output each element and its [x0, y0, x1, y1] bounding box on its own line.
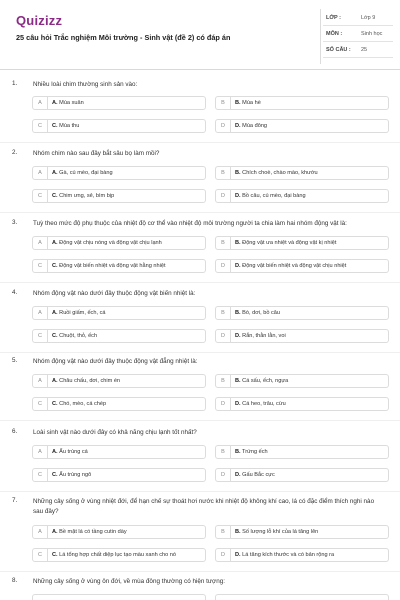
option-text [52, 529, 127, 536]
question-text: Nhóm động vật nào dưới đây thuộc động vật biến nhiệt là: [33, 290, 196, 297]
option-label: A. [52, 310, 58, 316]
option-value: Chó, mèo, cá chép [59, 401, 107, 407]
question-number: 3. [12, 219, 18, 226]
option-label: A. [52, 529, 58, 535]
option-text [235, 552, 334, 559]
option-text [235, 401, 286, 408]
option-label: D. [235, 401, 241, 407]
option-text [235, 123, 267, 130]
option-7a[interactable] [32, 525, 206, 539]
meta-grade-key: LỚP : [326, 15, 341, 21]
option-letter: B [221, 170, 225, 176]
option-text [235, 472, 275, 479]
option-text [235, 333, 286, 340]
option-letter: D [221, 193, 225, 199]
option-value: Rắn, thằn lằn, voi [242, 333, 286, 339]
question-divider [0, 491, 400, 492]
meta-grade [323, 11, 393, 26]
option-2d[interactable] [215, 189, 389, 203]
option-separator [47, 549, 48, 561]
option-value: Động vật biến nhiệt và động vật hằng nhiệt [59, 263, 166, 269]
option-letter: D [221, 401, 225, 407]
option-value: Bò, dơi, bồ câu [242, 310, 281, 316]
option-3b[interactable] [215, 236, 389, 250]
option-7c[interactable] [32, 548, 206, 562]
option-7b[interactable] [215, 525, 389, 539]
option-8b-cropped[interactable] [215, 594, 389, 600]
option-3d[interactable] [215, 259, 389, 273]
option-6d[interactable] [215, 468, 389, 482]
question-text: Nhóm động vật nào dưới đây thuộc động vật đẳng nhiệt là: [33, 358, 198, 365]
option-label: A. [52, 240, 58, 246]
option-letter: B [221, 310, 225, 316]
option-1b[interactable] [215, 96, 389, 110]
option-2b[interactable] [215, 166, 389, 180]
question-number: 4. [12, 289, 18, 296]
option-value: Ấu trùng ngô [59, 472, 92, 478]
option-value: Cá heo, trâu, cừu [242, 401, 286, 407]
option-text [52, 333, 97, 340]
question-number: 8. [12, 577, 18, 584]
option-separator [230, 469, 231, 481]
option-separator [47, 190, 48, 202]
option-separator [230, 97, 231, 109]
question-text: Những cây sống ở vùng nhiệt đới, để hạn chế sự thoát hơi nước khi nhiệt độ không khí cao, lá có đặc điểm thích nghi nào sau đây? [33, 498, 375, 515]
option-2c[interactable] [32, 189, 206, 203]
header-divider [320, 9, 321, 64]
option-value: Động vật ưa nhiệt và động vật kị nhiệt [242, 240, 337, 246]
option-label: B. [235, 240, 241, 246]
option-text [235, 378, 288, 385]
option-8a-cropped[interactable] [32, 594, 206, 600]
option-text [235, 240, 336, 247]
option-text [52, 170, 113, 177]
option-letter: A [38, 449, 42, 455]
option-value: Chim ưng, sẻ, bìm bịp [59, 193, 115, 199]
option-letter: B [221, 378, 225, 384]
option-3a[interactable] [32, 236, 206, 250]
option-label: D. [235, 123, 241, 129]
option-separator [230, 446, 231, 458]
meta-subject [323, 27, 393, 42]
option-letter: D [221, 552, 225, 558]
option-value: Cá sấu, ếch, ngựa [242, 378, 289, 384]
option-letter: C [38, 401, 42, 407]
meta-count-key: SỐ CÂU : [326, 47, 351, 53]
option-value: Ấu trùng cá [59, 449, 88, 455]
option-label: B. [235, 449, 241, 455]
option-2a[interactable] [32, 166, 206, 180]
option-value: Mùa hè [242, 100, 261, 106]
option-1a[interactable] [32, 96, 206, 110]
option-label: C. [52, 401, 58, 407]
option-text [52, 449, 88, 456]
option-text [52, 100, 84, 107]
option-separator [230, 526, 231, 538]
option-separator [230, 549, 231, 561]
option-letter: A [38, 170, 42, 176]
option-value: Số lượng lỗ khí của lá tăng lên [242, 529, 319, 535]
option-label: D. [235, 333, 241, 339]
question-number: 7. [12, 497, 18, 504]
option-5b[interactable] [215, 374, 389, 388]
question-divider [0, 212, 400, 213]
page-title: 25 câu hỏi Trắc nghiệm Môi trường - Sinh vật (đề 2) có đáp án [16, 33, 231, 42]
option-separator [47, 526, 48, 538]
option-4b[interactable] [215, 306, 389, 320]
option-separator [230, 190, 231, 202]
option-separator [230, 375, 231, 387]
question-number: 1. [12, 80, 18, 87]
option-value: Động vật chịu nóng và động vật chịu lạnh [59, 240, 162, 246]
option-letter: B [221, 240, 225, 246]
option-text [235, 263, 346, 270]
option-text [52, 378, 120, 385]
option-value: Mùa thu [59, 123, 80, 129]
option-separator [230, 260, 231, 272]
option-separator [47, 469, 48, 481]
option-6b[interactable] [215, 445, 389, 459]
option-letter: C [38, 472, 42, 478]
option-value: Lá tổng hợp chất diệp lục tạo màu xanh cho nó [59, 552, 177, 558]
meta-subject-key: MÔN : [326, 31, 343, 37]
option-letter: D [221, 263, 225, 269]
option-separator [230, 120, 231, 132]
option-letter: C [38, 193, 42, 199]
option-letter: C [38, 333, 42, 339]
option-label: D. [235, 552, 241, 558]
question-divider [0, 282, 400, 283]
option-label: A. [52, 378, 58, 384]
option-separator [47, 120, 48, 132]
option-value: Mùa đông [242, 123, 268, 129]
option-separator [47, 330, 48, 342]
quizizz-logo: Quizizz [16, 13, 63, 28]
option-text [52, 123, 79, 130]
option-text [52, 193, 114, 200]
option-letter: D [221, 123, 225, 129]
worksheet-header [0, 0, 400, 70]
option-label: A. [52, 449, 58, 455]
option-7d[interactable] [215, 548, 389, 562]
option-letter: A [38, 378, 42, 384]
option-value: Bề mặt lá có tầng cutin dày [59, 529, 127, 535]
option-separator [230, 237, 231, 249]
option-6a[interactable] [32, 445, 206, 459]
option-letter: A [38, 529, 42, 535]
question-text: Loài sinh vật nào dưới đây có khả năng chịu lạnh tốt nhất? [33, 429, 197, 436]
option-letter: B [221, 529, 225, 535]
option-separator [230, 307, 231, 319]
option-separator [47, 398, 48, 410]
option-separator [230, 330, 231, 342]
option-value: Động vật biến nhiệt và động vật chịu nhiệt [242, 263, 347, 269]
option-letter: D [221, 472, 225, 478]
question-number: 2. [12, 149, 18, 156]
option-value: Ruồi giấm, ếch, cá [59, 310, 106, 316]
option-label: B. [235, 378, 241, 384]
option-separator [47, 237, 48, 249]
option-text [235, 449, 268, 456]
option-text [235, 100, 261, 107]
meta-subject-value: Sinh học [361, 31, 383, 37]
option-text [52, 263, 166, 270]
option-label: A. [52, 100, 58, 106]
option-text [235, 310, 280, 317]
option-separator [230, 398, 231, 410]
option-3c[interactable] [32, 259, 206, 273]
option-value: Bồ câu, cú mèo, đại bàng [242, 193, 306, 199]
option-5d[interactable] [215, 397, 389, 411]
option-label: B. [235, 100, 241, 106]
option-text [52, 401, 106, 408]
option-label: C. [52, 552, 58, 558]
option-6c[interactable] [32, 468, 206, 482]
question-number: 5. [12, 357, 18, 364]
question-text: Những cây sống ở vùng ôn đới, về mùa đông thường có hiện tượng: [33, 578, 225, 585]
option-value: Lá tăng kích thước và có bản rộng ra [242, 552, 335, 558]
option-separator [47, 446, 48, 458]
option-text [52, 552, 176, 559]
option-value: Châu chấu, dơi, chim én [59, 378, 121, 384]
option-4d[interactable] [215, 329, 389, 343]
meta-count [323, 43, 393, 58]
option-label: D. [235, 472, 241, 478]
option-value: Gà, cú mèo, đại bàng [59, 170, 113, 176]
option-1d[interactable] [215, 119, 389, 133]
option-text [52, 310, 105, 317]
option-5a[interactable] [32, 374, 206, 388]
option-label: C. [52, 333, 58, 339]
question-text: Nhóm chim nào sau đây bắt sâu bọ làm mồi? [33, 150, 160, 157]
option-letter: C [38, 123, 42, 129]
question-divider [0, 352, 400, 353]
option-value: Mùa xuân [59, 100, 84, 106]
option-separator [230, 167, 231, 179]
question-text: Tuỳ theo mức độ phụ thuộc của nhiệt độ cơ thể vào nhiệt độ môi trường người ta chia làm hai nhóm động vật là: [33, 220, 347, 227]
option-text [235, 193, 306, 200]
option-4a[interactable] [32, 306, 206, 320]
option-label: D. [235, 263, 241, 269]
option-letter: A [38, 100, 42, 106]
option-label: B. [235, 310, 241, 316]
option-separator [47, 97, 48, 109]
option-1c[interactable] [32, 119, 206, 133]
option-text [52, 472, 91, 479]
option-separator [47, 167, 48, 179]
option-label: B. [235, 529, 241, 535]
option-value: Gấu Bắc cực [242, 472, 275, 478]
option-letter: A [38, 310, 42, 316]
option-letter: D [221, 333, 225, 339]
option-value: Chuột, thỏ, ếch [59, 333, 98, 339]
question-divider [0, 142, 400, 143]
option-separator [47, 260, 48, 272]
option-text [235, 170, 318, 177]
option-label: C. [52, 472, 58, 478]
option-letter: B [221, 100, 225, 106]
option-value: Trứng ếch [242, 449, 268, 455]
option-letter: B [221, 449, 225, 455]
question-divider [0, 420, 400, 421]
option-separator [47, 307, 48, 319]
option-label: C. [52, 193, 58, 199]
option-text [52, 240, 162, 247]
option-letter: C [38, 552, 42, 558]
meta-count-value: 25 [361, 47, 368, 53]
option-label: B. [235, 170, 241, 176]
option-4c[interactable] [32, 329, 206, 343]
meta-grade-value: Lớp 9 [361, 15, 376, 21]
option-label: D. [235, 193, 241, 199]
question-text: Nhiều loài chim thường sinh sản vào: [33, 81, 138, 88]
option-text [235, 529, 318, 536]
option-value: Chích choè, chào mào, khướu [242, 170, 318, 176]
option-5c[interactable] [32, 397, 206, 411]
option-label: C. [52, 123, 58, 129]
question-divider [0, 571, 400, 572]
option-letter: A [38, 240, 42, 246]
option-separator [47, 375, 48, 387]
option-label: C. [52, 263, 58, 269]
option-letter: C [38, 263, 42, 269]
question-number: 6. [12, 428, 18, 435]
option-label: A. [52, 170, 58, 176]
